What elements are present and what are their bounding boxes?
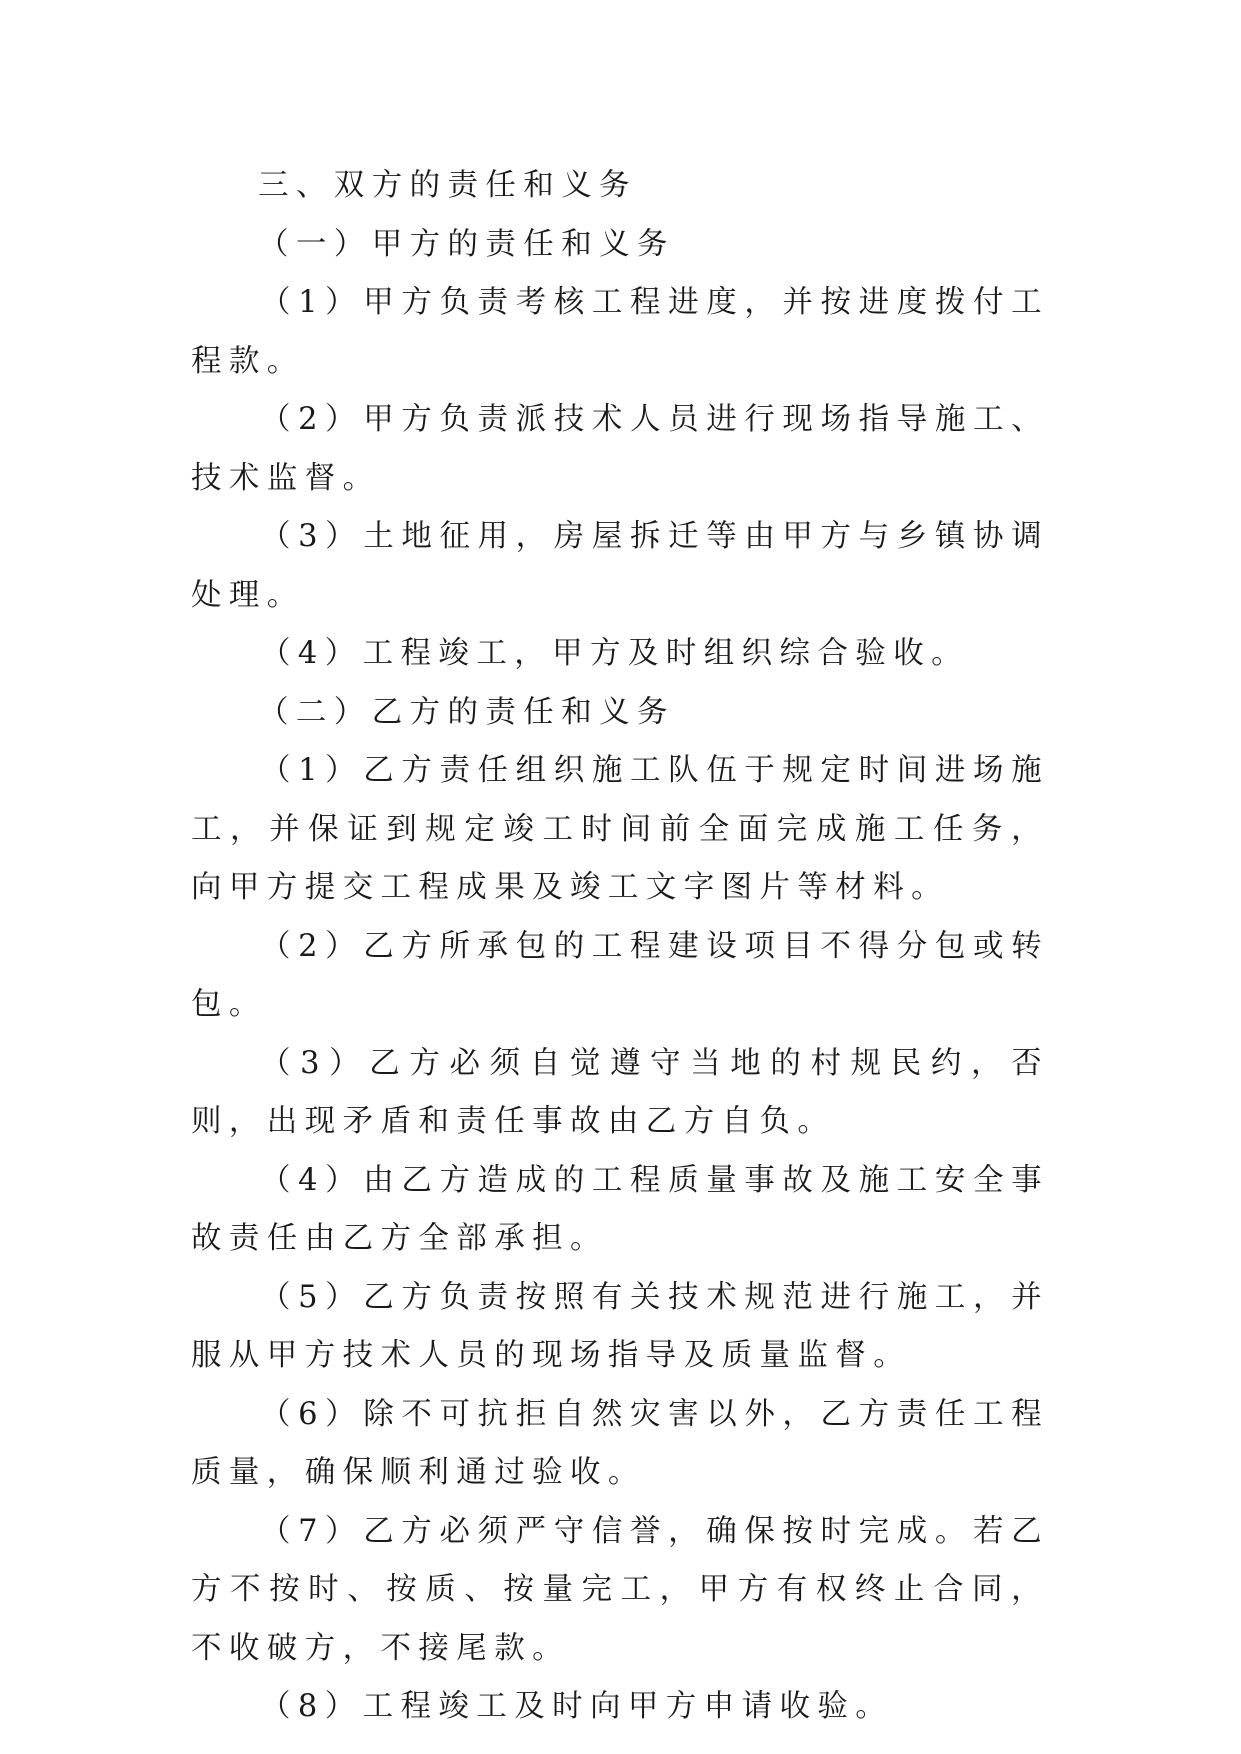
party-b-item-5: （5）乙方负责按照有关技术规范进行施工，并服从甲方技术人员的现场指导及质量监督。 (191, 1279, 1049, 1373)
document-body (191, 157, 1049, 1737)
party-b-item-1: （1）乙方责任组织施工队伍于规定时间进场施工，并保证到规定竣工时间前全面完成施工任务，向甲方提交工程成果及竣工文字图片等材料。 (191, 753, 1049, 905)
section-title: 三、双方的责任和义务 (258, 168, 637, 203)
party-b-item-3: （3）乙方必须自觉遵守当地的村规民约，否则，出现矛盾和责任事故由乙方自负。 (191, 1045, 1049, 1139)
party-b-item-7: （7）乙方必须严守信誉，确保按时完成。若乙方不按时、按质、按量完工，甲方有权终止合同，不收破方，不接尾款。 (191, 1513, 1049, 1666)
subsection-title-party-b: （二）乙方的责任和义务 (258, 694, 675, 730)
party-a-item-2: （2）甲方负责派技术人员进行现场指导施工、技术监督。 (191, 402, 1049, 496)
subsection-title-party-a: （一）甲方的责任和义务 (258, 226, 675, 262)
party-b-item-8: （8）工程竣工及时向甲方申请收验。 (260, 1689, 894, 1724)
party-a-item-1: （1）甲方负责考核工程进度，并按进度拨付工程款。 (191, 285, 1049, 379)
party-a-item-4: （4）工程竣工，甲方及时组织综合验收。 (260, 636, 970, 671)
party-b-item-2: （2）乙方所承包的工程建设项目不得分包或转包。 (191, 928, 1049, 1022)
party-b-item-4: （4）由乙方造成的工程质量事故及施工安全事故责任由乙方全部承担。 (191, 1162, 1049, 1256)
party-b-item-6: （6）除不可抗拒自然灾害以外，乙方责任工程质量，确保顺利通过验收。 (191, 1396, 1049, 1490)
party-a-item-3: （3）土地征用，房屋拆迁等由甲方与乡镇协调处理。 (191, 519, 1049, 613)
